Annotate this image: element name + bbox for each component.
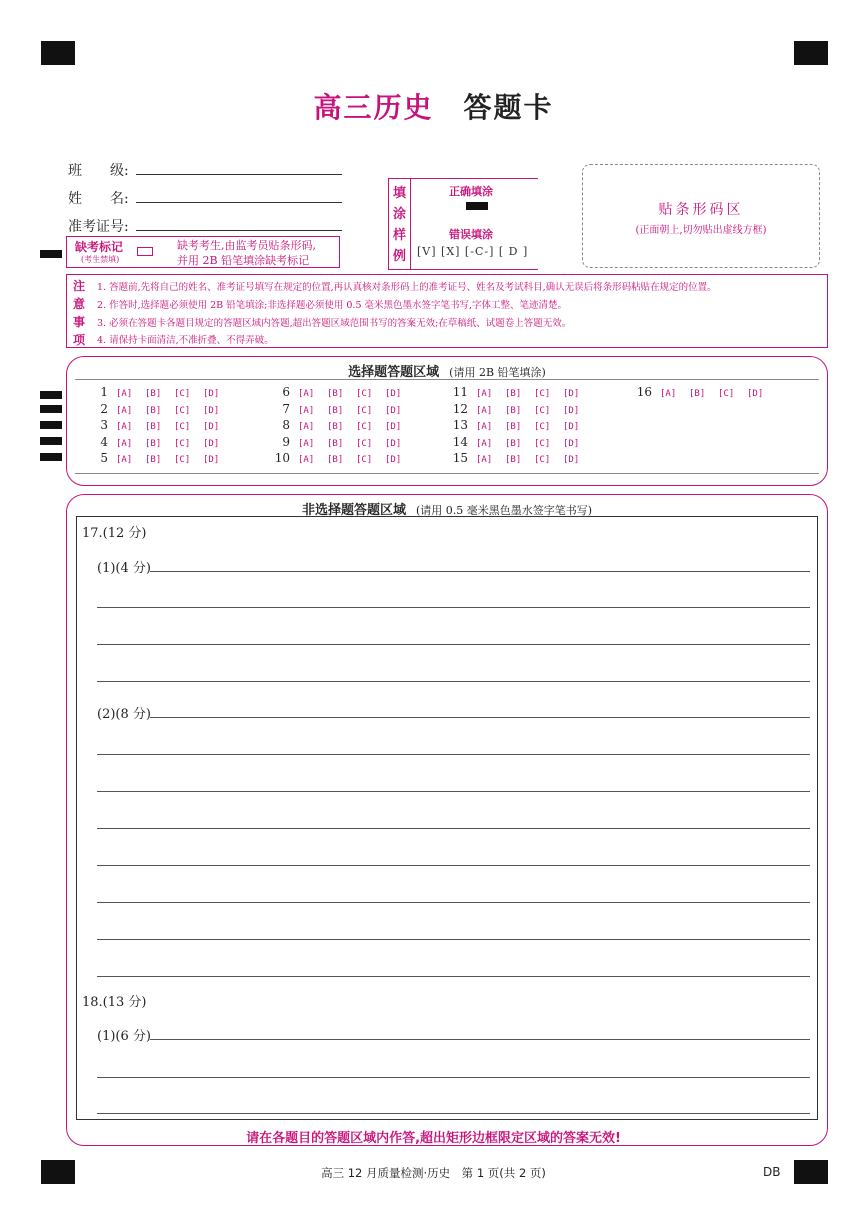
answer-bubble[interactable]: [D] [563,422,580,432]
question-18-label: 18.(13 分) [82,995,147,1010]
page-title [0,86,867,126]
notes-section [66,274,828,348]
question-number: 4 [100,434,108,449]
absent-checkbox[interactable] [137,247,153,256]
choice-question-15 [452,451,592,465]
question-18-1-label: (1)(6 分) [97,1029,151,1044]
answer-bubble[interactable]: [C] [356,405,373,416]
question-number: 6 [282,385,290,399]
footer-code: DB [763,1165,781,1179]
answer-line[interactable] [97,1113,810,1114]
answer-bubble[interactable]: [B] [689,389,706,399]
answer-bubble[interactable]: [A] [476,422,493,432]
choice-question-4 [92,435,232,449]
answer-line[interactable] [150,571,810,572]
answer-bubble[interactable]: [C] [174,438,191,449]
answer-bubble[interactable]: [A] [116,405,133,416]
answer-bubble[interactable]: [A] [660,389,677,399]
question-number: 15 [452,451,468,465]
wrong-fill-label: 错误填涂 [449,228,493,241]
timing-mark [40,453,62,461]
question-number: 9 [282,434,290,449]
timing-mark [40,391,62,399]
answer-bubble[interactable]: [D] [203,389,220,399]
answer-bubble[interactable]: [D] [385,405,402,416]
name-label: 姓 名: [68,191,129,207]
choice-panel-divider [75,379,819,380]
answer-bubble[interactable]: [B] [145,455,162,465]
answer-bubble[interactable]: [B] [145,422,162,432]
absent-label: 缺考标记 [75,240,124,254]
answer-bubble[interactable]: [B] [327,405,344,416]
timing-mark [40,421,62,429]
correct-fill-example [466,202,488,210]
timing-mark [40,437,62,445]
answer-bubble[interactable]: [B] [505,389,522,399]
choice-question-14 [452,435,592,449]
answer-bubble[interactable]: [C] [356,422,373,432]
answer-line[interactable] [97,976,810,977]
absent-sub: (考生禁填) [81,255,120,264]
answer-bubble[interactable]: [A] [476,455,493,465]
answer-bubble[interactable]: [B] [505,405,522,416]
choice-question-6 [274,385,414,399]
answer-bubble[interactable]: [B] [145,405,162,416]
absent-mark-section [66,236,340,268]
answer-bubble[interactable]: [A] [298,455,315,465]
answer-line[interactable] [97,828,810,829]
answer-bubble[interactable]: [D] [385,438,402,449]
answer-line[interactable] [97,939,810,940]
choice-question-9 [274,435,414,449]
choice-question-10 [274,451,414,465]
question-number: 2 [100,401,108,416]
question-17-2-label: (2)(8 分) [97,707,151,722]
answer-bubble[interactable]: [B] [505,422,522,432]
question-number: 3 [100,418,108,432]
answer-bubble[interactable]: [A] [116,438,133,449]
answer-bubble[interactable]: [D] [563,389,580,399]
title-subject: 高三历史 [313,91,434,124]
question-number: 13 [452,418,468,432]
exam-id-field[interactable] [136,230,342,231]
barcode-sub: (正面朝上,切勿贴出虚线方框) [635,225,767,236]
answer-line[interactable] [97,902,810,903]
question-number: 10 [274,451,290,465]
answer-bubble[interactable]: [C] [356,438,373,449]
correct-fill-label: 正确填涂 [449,185,493,198]
answer-bubble[interactable]: [A] [476,389,493,399]
answer-bubble[interactable]: [D] [563,438,580,449]
answer-bubble[interactable]: [C] [174,389,191,399]
timing-mark [40,250,62,258]
answer-bubble[interactable]: [B] [145,389,162,399]
choice-question-3 [92,418,232,432]
nonchoice-panel-title: 非选择题答题区域 (请用 0.5 毫米黑色墨水签字笔书写) [301,503,593,518]
answer-bubble[interactable]: [C] [534,438,551,449]
answer-line[interactable] [150,717,810,718]
choice-panel-title: 选择题答题区域 (请用 2B 铅笔填涂) [348,365,546,380]
answer-line[interactable] [97,865,810,866]
answer-line[interactable] [97,1077,810,1078]
class-label: 班 级: [68,163,129,179]
answer-bubble[interactable]: [C] [174,405,191,416]
question-number: 12 [452,401,468,416]
answer-line[interactable] [150,1039,810,1040]
answer-bubble[interactable]: [C] [356,455,373,465]
choice-question-11 [452,385,592,399]
class-field[interactable] [136,174,342,175]
question-17-1-label: (1)(4 分) [97,561,151,576]
question-number: 8 [282,418,290,432]
choice-question-13 [452,418,592,432]
exam-id-label: 准考证号: [68,219,129,235]
choice-panel-divider [75,473,819,474]
answer-bubble[interactable]: [D] [385,389,402,399]
timing-mark [40,405,62,413]
choice-question-5 [92,451,232,465]
answer-bubble[interactable]: [D] [563,455,580,465]
answer-bubble[interactable]: [B] [327,422,344,432]
registration-mark-top-left [41,41,75,65]
question-number: 1 [100,385,108,399]
answer-bubble[interactable]: [A] [298,405,315,416]
answer-bubble[interactable]: [C] [534,422,551,432]
answer-line[interactable] [97,754,810,755]
note-line: 4. 请保持卡面清洁,不准折叠、不得弄破。 [97,335,274,346]
answer-bubble[interactable]: [D] [385,455,402,465]
answer-line[interactable] [97,644,810,645]
question-number: 11 [452,385,468,399]
answer-bubble[interactable]: [B] [505,438,522,449]
choice-question-1 [92,385,232,399]
note-line: 2. 作答时,选择题必须使用 2B 铅笔填涂;非选择题必须使用 0.5 毫米黑色墨水签字笔书写,字体工整、笔迹清楚。 [97,300,568,311]
question-number: 14 [452,434,468,449]
answer-bubble[interactable]: [B] [505,455,522,465]
fill-sample-vertical-label: 填 涂 样 例 [389,179,411,269]
question-number: 5 [100,451,108,465]
wrong-fill-examples: [V] [X] [-C-] [ D ] [417,245,529,258]
answer-bubble[interactable]: [A] [116,422,133,432]
registration-mark-top-right [794,41,828,65]
note-line: 3. 必须在答题卡各题目规定的答题区域内答题,超出答题区域范围书写的答案无效;在草稿纸、试题卷上答题无效。 [97,318,572,329]
answer-line[interactable] [97,681,810,682]
question-17-label: 17.(12 分) [82,526,147,541]
choice-question-7 [274,402,414,416]
choice-question-8 [274,418,414,432]
answer-bubble[interactable]: [B] [145,438,162,449]
answer-bubble[interactable]: [C] [534,389,551,399]
barcode-area [582,164,820,268]
answer-bubble[interactable]: [A] [298,389,315,399]
choice-question-2 [92,402,232,416]
title-card: 答题卡 [463,91,554,124]
barcode-title: 贴条形码区 [658,202,744,218]
name-field[interactable] [136,202,342,203]
choice-question-16 [636,385,776,399]
answer-bubble[interactable]: [D] [203,455,220,465]
notes-side-label: 注 意 事 项 [72,279,85,347]
answer-bubble[interactable]: [C] [534,405,551,416]
answer-bubble[interactable]: [C] [534,455,551,465]
answer-bubble[interactable]: [C] [356,389,373,399]
note-line: 1. 答题前,先将自己的姓名、准考证号填写在规定的位置,再认真核对条形码上的准考证号、姓名及考试科目,确认无误后将条形码粘贴在规定的位置。 [97,282,717,293]
answer-bubble[interactable]: [A] [116,455,133,465]
answer-bubble[interactable]: [D] [203,438,220,449]
answer-bubble[interactable]: [A] [476,405,493,416]
absent-instructions: 缺考考生,由监考员贴条形码, 并用 2B 铅笔填涂缺考标记 [177,239,316,267]
answer-bubble[interactable]: [B] [327,455,344,465]
answer-bubble[interactable]: [A] [476,438,493,449]
answer-line[interactable] [97,791,810,792]
answer-bubble[interactable]: [B] [327,438,344,449]
answer-bubble[interactable]: [C] [718,389,735,399]
answer-bubble[interactable]: [A] [298,438,315,449]
fill-sample-section [388,178,538,270]
answer-bubble[interactable]: [D] [203,422,220,432]
footer-warning: 请在各题目的答题区域内作答,超出矩形边框限定区域的答案无效! [246,1131,621,1146]
answer-bubble[interactable]: [C] [174,455,191,465]
answer-bubble[interactable]: [D] [747,389,764,399]
question-number: 7 [282,401,290,416]
answer-line[interactable] [97,607,810,608]
question-number: 16 [636,385,652,399]
answer-bubble[interactable]: [D] [203,405,220,416]
choice-question-12 [452,402,592,416]
answer-bubble[interactable]: [A] [116,389,133,399]
answer-bubble[interactable]: [A] [298,422,315,432]
answer-bubble[interactable]: [D] [385,422,402,432]
answer-bubble[interactable]: [D] [563,405,580,416]
footer-page-info: 高三 12 月质量检测·历史 第 1 页(共 2 页) [321,1166,546,1180]
answer-bubble[interactable]: [B] [327,389,344,399]
answer-bubble[interactable]: [C] [174,422,191,432]
